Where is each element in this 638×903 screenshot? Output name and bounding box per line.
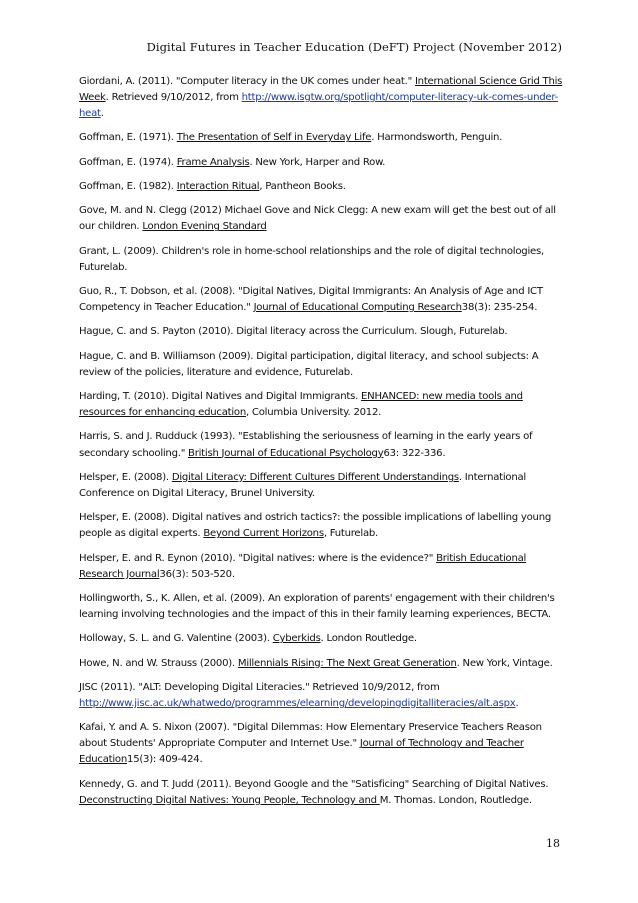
reference-text: Guo, R., T. Dobson, et al. (2008). "Digital Natives, Digital Immigrants: An Analysis of Age and ICT Competency in Teacher Education." bbox=[79, 286, 543, 314]
reference-text: Harris, S. and J. Rudduck (1993). "Establishing the seriousness of learning in the early years of secondary schooling." bbox=[79, 431, 533, 459]
reference-text: Grant, L. (2009). Children's role in home-school relationships and the role of digital technologies, Futurelab. bbox=[79, 245, 544, 273]
reference-entry bbox=[79, 551, 565, 583]
reference-details: 63: 322-336. bbox=[383, 447, 446, 459]
reference-source-title: Interaction Ritual bbox=[176, 181, 260, 193]
reference-details: , Pantheon Books. bbox=[259, 181, 346, 193]
reference-text: Gove, M. and N. Clegg (2012) Michael Gove and Nick Clegg: A new exam will get the best out of all our children. bbox=[79, 205, 556, 233]
reference-source-title: International Science Grid This Week bbox=[79, 76, 563, 104]
reference-entry bbox=[79, 510, 565, 542]
reference-url-link[interactable]: http://www.jisc.ac.uk/whatwedo/programmes/elearning/developingdigitalliteracies/alt.aspx bbox=[79, 698, 516, 709]
reference-text: Hague, C. and B. Williamson (2009). Digital participation, digital literacy, and school subjects: A review of the policies, literature and evidence, Futurelab. bbox=[79, 350, 539, 378]
reference-text: Holloway, S. L. and G. Valentine (2003). bbox=[79, 633, 273, 645]
reference-end: . bbox=[100, 108, 104, 120]
reference-text: Helsper, E. (2008). bbox=[79, 471, 172, 483]
reference-source-title: Journal of Educational Computing Research bbox=[253, 302, 462, 314]
reference-entry bbox=[79, 429, 565, 461]
reference-entry bbox=[79, 777, 565, 809]
reference-details: 38(3): 235-254. bbox=[461, 302, 538, 314]
reference-entry bbox=[79, 591, 565, 623]
running-header: Digital Futures in Teacher Education (DeFT) Project (November 2012) bbox=[146, 40, 562, 54]
reference-entry bbox=[79, 470, 565, 502]
reference-details: . New York, Vintage. bbox=[456, 657, 553, 669]
reference-entry bbox=[79, 74, 565, 122]
reference-list bbox=[79, 74, 565, 817]
reference-details: . London Routledge. bbox=[320, 633, 417, 645]
reference-details: . Harmondsworth, Penguin. bbox=[371, 132, 503, 144]
reference-details: . Retrieved 9/10/2012, from bbox=[105, 92, 242, 104]
reference-source-title: Beyond Current Horizons bbox=[203, 528, 324, 540]
reference-details: , Columbia University. 2012. bbox=[246, 407, 382, 419]
reference-source-title: Deconstructing Digital Natives: Young People, Technology and bbox=[79, 794, 380, 806]
reference-text: Helsper, E. (2008). Digital natives and ostrich tactics?: the possible implications of labelling young people as digital experts. bbox=[79, 512, 552, 540]
reference-entry bbox=[79, 349, 565, 381]
reference-text: Kennedy, G. and T. Judd (2011). Beyond Google and the "Satisficing" Searching of Digital Natives. bbox=[79, 778, 549, 790]
reference-entry bbox=[79, 244, 565, 276]
reference-source-title: Millennials Rising: The Next Great Generation bbox=[237, 657, 457, 669]
reference-source-title: Journal of Technology and Teacher Education bbox=[79, 738, 524, 766]
reference-source-title: Digital Literacy: Different Cultures Different Understandings bbox=[171, 471, 459, 483]
reference-text: Goffman, E. (1982). bbox=[79, 181, 177, 193]
reference-end: . bbox=[515, 698, 519, 709]
reference-text: Goffman, E. (1974). bbox=[79, 156, 177, 168]
reference-details: , Futurelab. bbox=[323, 528, 378, 540]
reference-entry bbox=[79, 656, 565, 672]
reference-text: Hollingworth, S., K. Allen, et al. (2009). An exploration of parents' engagement with their children's learning involving technologies and the impact of this in their family learning experiences, BECTA. bbox=[79, 592, 555, 621]
reference-entry bbox=[79, 680, 565, 712]
reference-text: Howe, N. and W. Strauss (2000). bbox=[79, 657, 238, 669]
reference-text: Harding, T. (2010). Digital Natives and Digital Immigrants. bbox=[79, 391, 362, 403]
reference-source-title: ENHANCED: new media tools and resources for enhancing education bbox=[79, 391, 523, 419]
reference-entry bbox=[79, 130, 565, 146]
reference-details: 36(3): 503-520. bbox=[159, 568, 235, 580]
reference-entry bbox=[79, 284, 565, 316]
reference-entry bbox=[79, 155, 565, 171]
reference-text: Goffman, E. (1971). bbox=[79, 132, 177, 144]
reference-text: JISC (2011). "ALT: Developing Digital Literacies." Retrieved 10/9/2012, from bbox=[79, 681, 440, 693]
reference-entry bbox=[79, 631, 565, 647]
reference-source-title: The Presentation of Self in Everyday Life bbox=[176, 132, 372, 144]
reference-entry bbox=[79, 179, 565, 195]
reference-source-title: Frame Analysis bbox=[176, 156, 250, 168]
reference-text: Helsper, E. and R. Eynon (2010). "Digital natives: where is the evidence?" bbox=[79, 552, 437, 564]
reference-source-title: Cyberkids bbox=[272, 633, 321, 645]
reference-details: M. Thomas. London, Routledge. bbox=[379, 794, 532, 806]
reference-entry bbox=[79, 389, 565, 421]
reference-text: Kafai, Y. and A. S. Nixon (2007). "Digital Dilemmas: How Elementary Preservice Teachers Reason about Students' Appropriate Computer and Internet Use." bbox=[79, 722, 542, 750]
reference-source-title: British Educational Research Journal bbox=[79, 552, 527, 580]
reference-entry bbox=[79, 720, 565, 768]
reference-text: Hague, C. and S. Payton (2010). Digital literacy across the Curriculum. Slough, Futurelab. bbox=[79, 326, 508, 338]
reference-entry bbox=[79, 203, 565, 235]
page-number: 18 bbox=[546, 837, 560, 850]
reference-source-title: British Journal of Educational Psychology bbox=[188, 447, 384, 459]
reference-url-link[interactable]: http://www.isgtw.org/spotlight/computer-literacy-uk-comes-under-heat bbox=[79, 92, 558, 120]
reference-details: . New York, Harper and Row. bbox=[249, 156, 386, 168]
reference-source-title: London Evening Standard bbox=[142, 221, 267, 233]
reference-entry bbox=[79, 324, 565, 340]
reference-text: Giordani, A. (2011). "Computer literacy in the UK comes under heat." bbox=[79, 76, 415, 87]
reference-details: 15(3): 409-424. bbox=[127, 754, 203, 766]
reference-details: . International Conference on Digital Literacy, Brunel University. bbox=[79, 471, 526, 499]
